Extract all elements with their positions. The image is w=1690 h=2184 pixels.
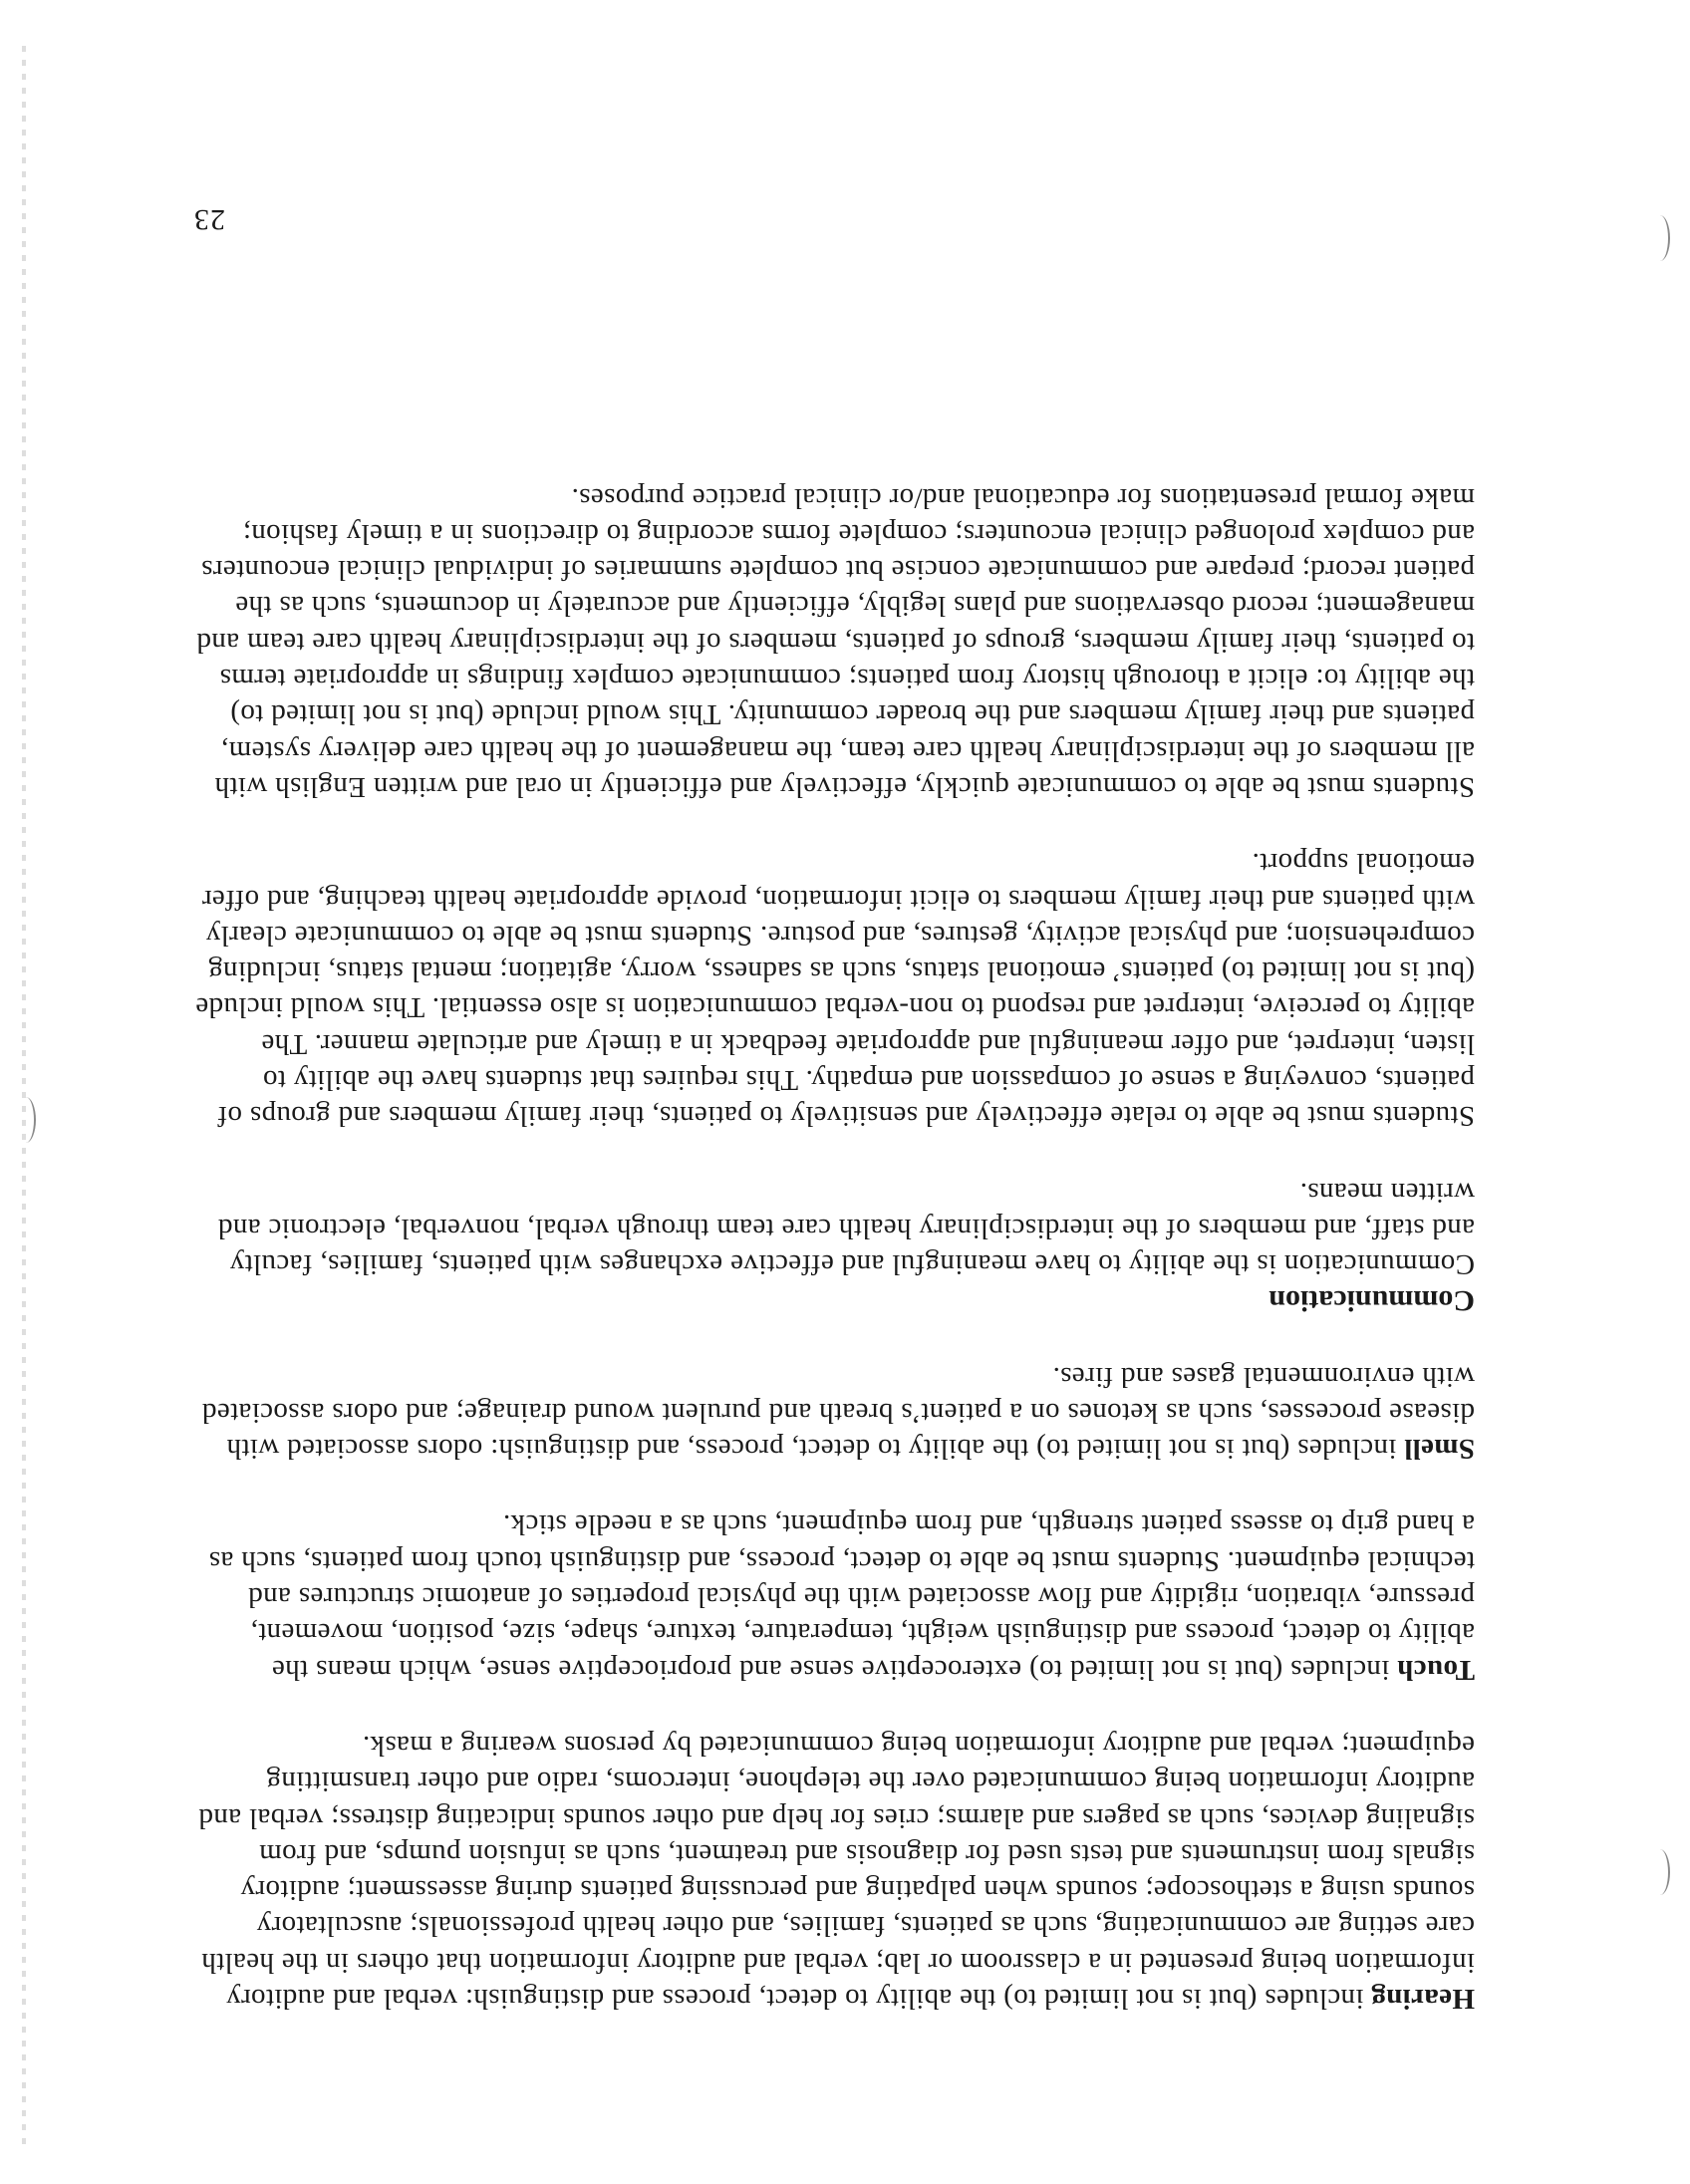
punch-hole-mark xyxy=(1650,1849,1670,1895)
touch-term: Touch xyxy=(1396,1653,1475,1686)
touch-text: includes (but is not limited to) exteroceptive sense and proprioceptive sense, which means the ability to detect, process and distinguish weight, temperature, texture, shape, size, position, movement, pressure, vibration, rigidity and flow associated with the physical properties of anatomic structures and technical equipment. Students must be able to detect, process, and distinguish touch from patients, such as a hand grip to assess patient strength, and from equipment, such as a needle stick. xyxy=(208,1508,1475,1686)
scan-edge-artifact xyxy=(22,42,26,2144)
communication-paragraph-1: Communication is the ability to have meaningful and effective exchanges with patients, families, faculty and staff, and members of the interdisciplinary health care team through verbal, nonverbal, electronic and written means. xyxy=(217,1176,1475,1281)
touch-paragraph xyxy=(189,1506,1475,1687)
page-content xyxy=(189,439,1475,2017)
hearing-text: includes (but is not limited to) the ability to detect, process and distinguish: verbal and auditory information being presented in a classroom or lab; verbal and auditory information that others in the health care setting are communicating, such as patients, families, and other health professionals; auscultatory sounds using a stethoscope; sounds when palpating and percussing patients during assessment; auditory signals from instruments and tests used for diagnosis and treatment, such as infusion pumps, and from signaling devices, such as pagers and alarms; cries for help and other sounds indicating distress; verbal and auditory information being communicated over the telephone, intercoms, radio and other transmitting equipment; verbal and auditory information being communicated by persons wearing a mask. xyxy=(198,1729,1475,2015)
hearing-paragraph xyxy=(189,1728,1475,2017)
communication-paragraph-2: Students must be able to relate effectively and sensitively to patients, their family members and groups of patients, conveying a sense of compassion and empathy. This requires that students have the ability to listen, interpret, and offer meaningful and appropriate feedback in a timely and articulate manner. The ability to perceive, interpret and respond to non-verbal communication is also essential. This would include (but is not limited to) patients’ emotional status, such as sadness, worry, agitation; mental status, including comprehension; and physical activity, gestures, and posture. Students must be able to communicate clearly with patients and their family members to elicit information, provide appropriate health teaching, and offer emotional support. xyxy=(195,847,1475,1133)
communication-paragraph-3: Students must be able to communicate quickly, effectively and efficiently in oral and written English with all members of the interdisciplinary health care team, the management of the health care delivery system, patients and their family members and the broader community. This would include (but is not limited to) the ability to: elicit a thorough history from patients; communicate complex findings in appropriate terms to patients, their family members, groups of patients, members of the interdisciplinary health care team and management; record observations and plans legibly, efficiently and accurately in documents, such as the patient record; prepare and communicate concise but complete summaries of individual clinical encounters and complex prolonged clinical encounters; complete forms according to directions in a timely fashion; make formal presentations for educational and/or clinical practice purposes. xyxy=(196,481,1475,803)
smell-text: includes (but is not limited to) the ability to detect, process, and distinguish: odors associated with disease processes, such as ketones on a patient’s breath and purulent wound drainage; and odors associated with environmental gases and fires. xyxy=(201,1360,1475,1466)
punch-hole-mark xyxy=(1650,215,1670,261)
smell-term: Smell xyxy=(1403,1433,1475,1466)
punch-hole-mark xyxy=(16,1097,36,1143)
hearing-term: Hearing xyxy=(1371,1983,1475,2015)
communication-heading: Communication xyxy=(1268,1284,1475,1318)
page-number: 23 xyxy=(193,203,225,236)
smell-paragraph xyxy=(189,1358,1475,1467)
